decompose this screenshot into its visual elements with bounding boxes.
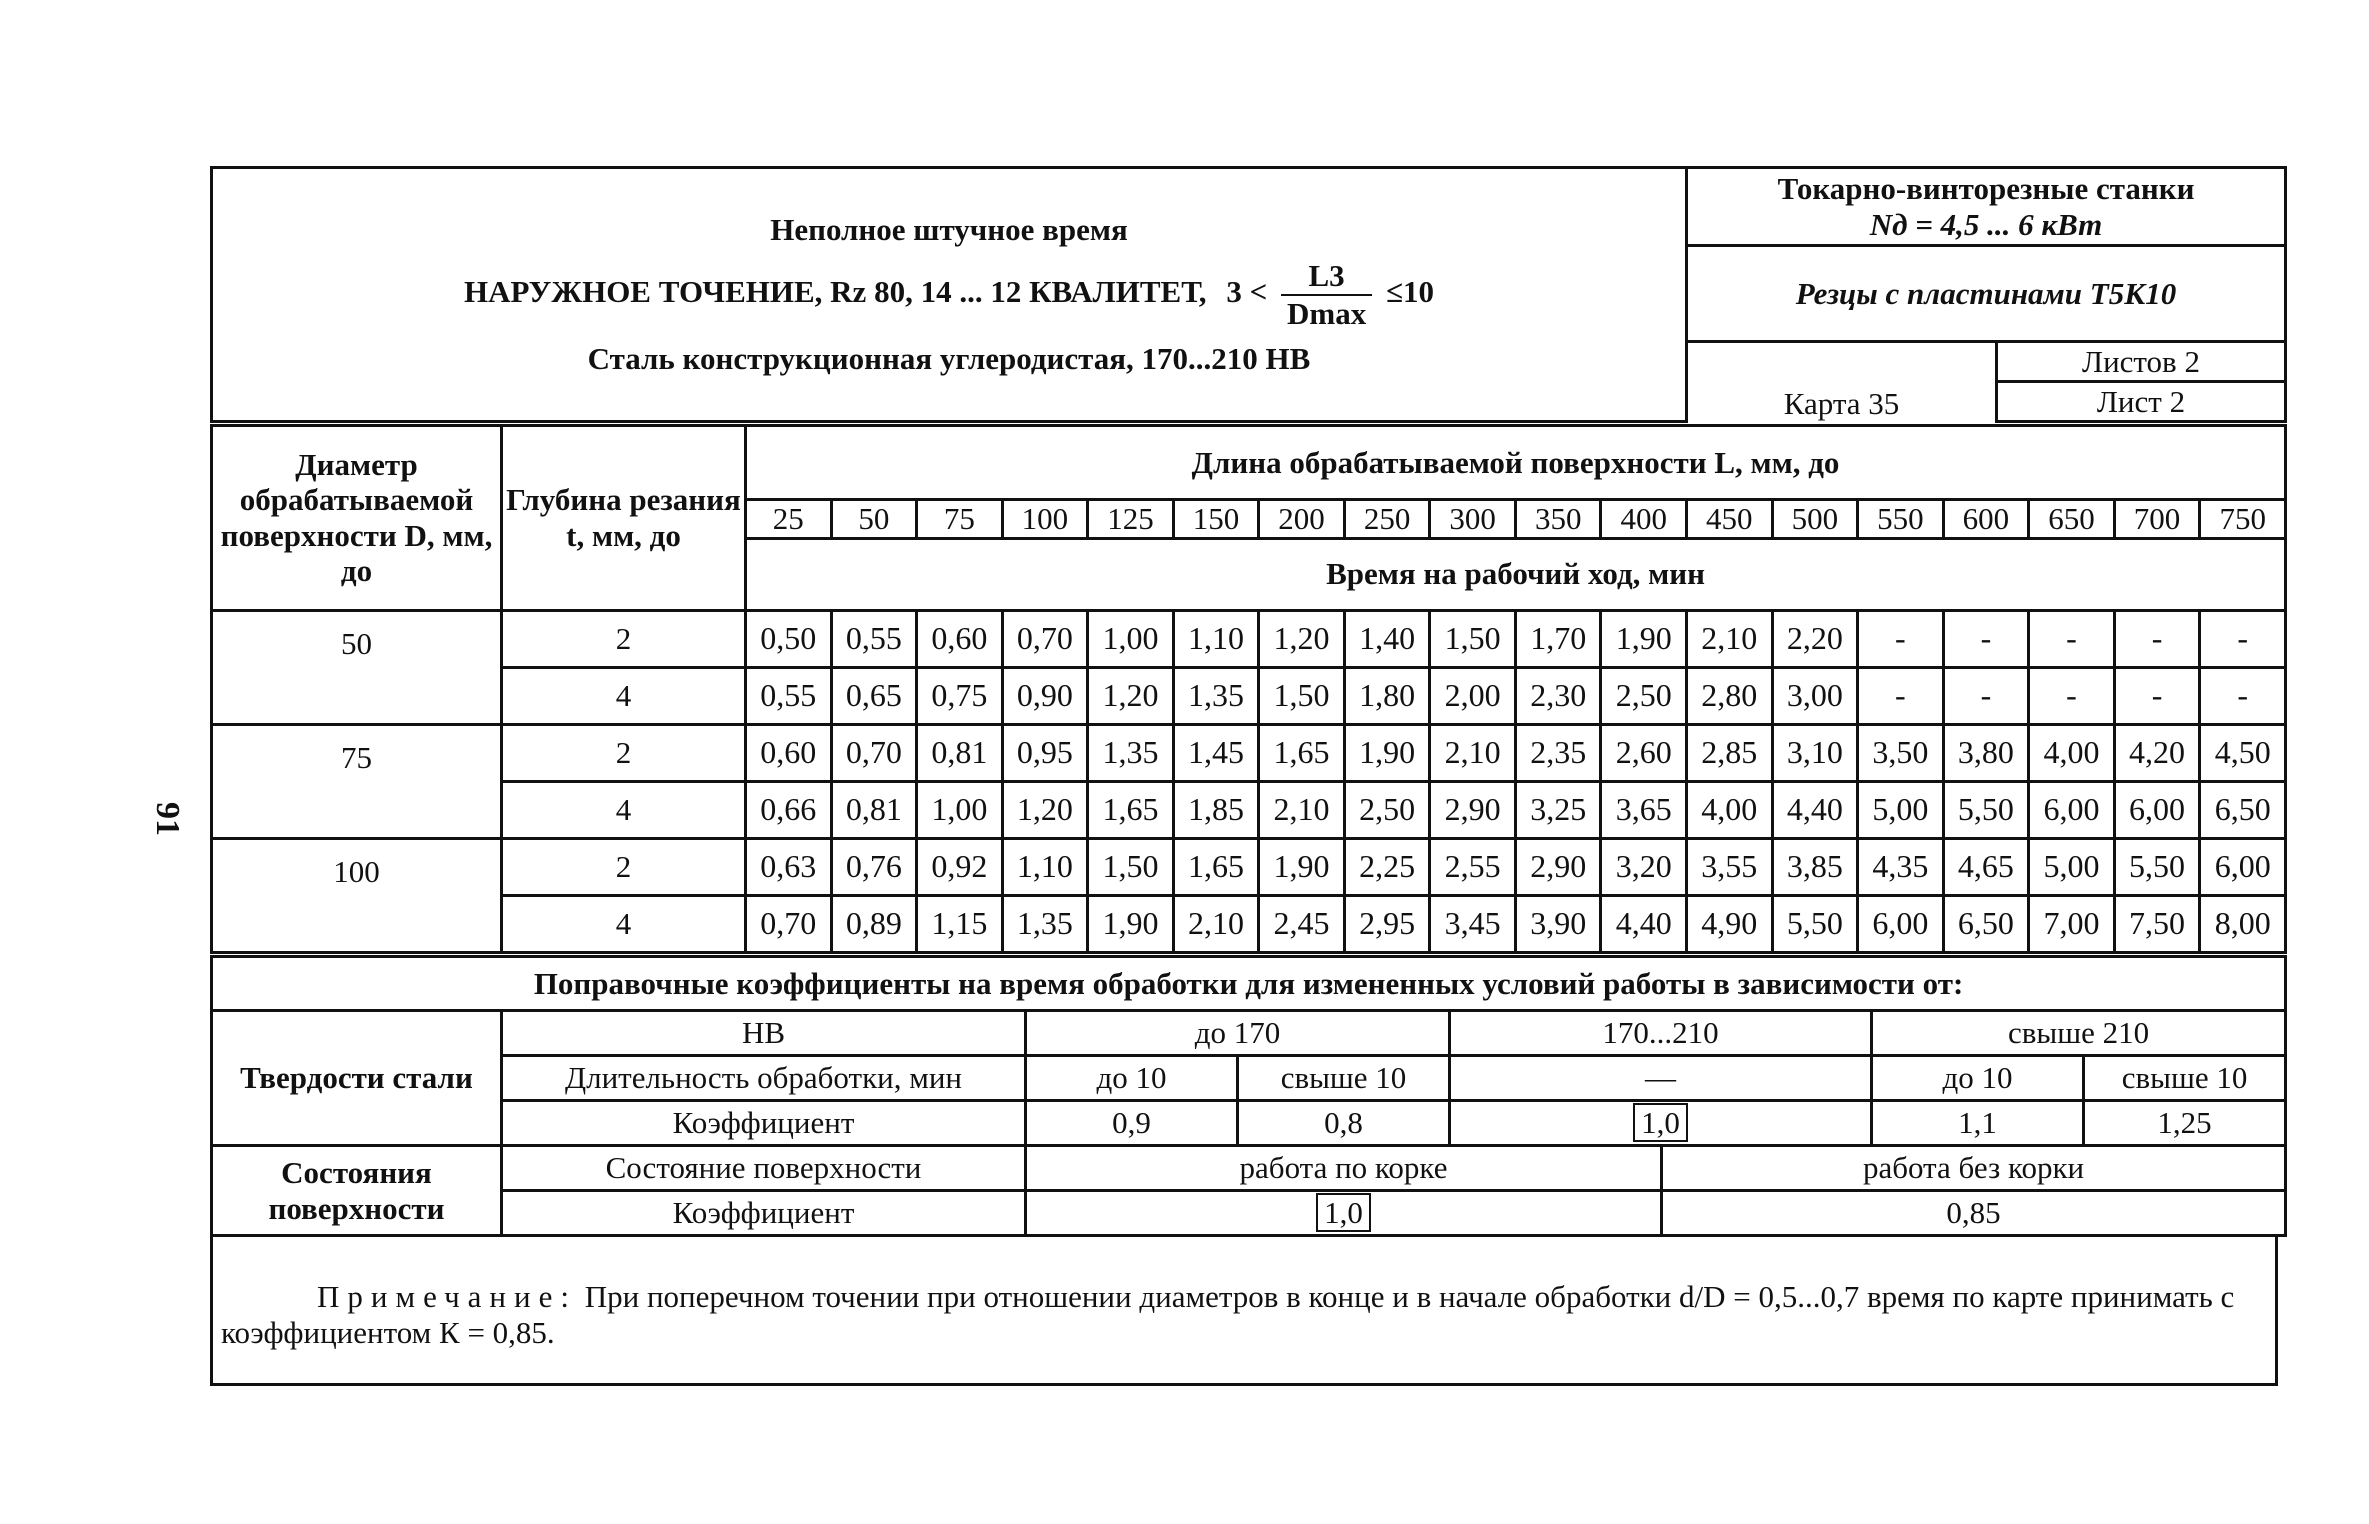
- time-value-cell: 6,50: [1943, 895, 2029, 952]
- time-value-cell: 2,45: [1259, 895, 1345, 952]
- depth-cell: 2: [502, 838, 746, 895]
- diameter-header: Диаметр обрабатываемой поверхности D, мм, до: [212, 426, 502, 611]
- time-value-cell: 6,50: [2200, 781, 2286, 838]
- time-value-cell: -: [2029, 610, 2115, 667]
- time-value-cell: 3,90: [1515, 895, 1601, 952]
- r170-210-dash: —: [1450, 1056, 1872, 1101]
- note-block: [210, 1234, 2278, 1386]
- time-value-cell: 3,85: [1772, 838, 1858, 895]
- time-value-cell: 3,80: [1943, 724, 2029, 781]
- ratio-prefix: 3 <: [1226, 273, 1268, 309]
- table-row: [212, 838, 2286, 895]
- ratio-denominator: Dmax: [1286, 295, 1367, 331]
- time-value-cell: 0,81: [917, 724, 1003, 781]
- time-value-cell: 3,10: [1772, 724, 1858, 781]
- table-row: [212, 667, 2286, 724]
- to170-over10: свыше 10: [1238, 1056, 1450, 1101]
- time-header: Время на рабочий ход, мин: [746, 538, 2286, 610]
- time-value-cell: 7,50: [2114, 895, 2200, 952]
- table-row: [212, 724, 2286, 781]
- time-value-cell: -: [1943, 610, 2029, 667]
- time-value-cell: -: [2114, 667, 2200, 724]
- depth-cell: 2: [502, 610, 746, 667]
- surface-label: Состояния поверхности: [212, 1146, 502, 1236]
- to170-label: до 170: [1026, 1011, 1450, 1056]
- time-value-cell: 0,92: [917, 838, 1003, 895]
- page-number: 91: [149, 802, 186, 836]
- time-value-cell: 2,00: [1430, 667, 1516, 724]
- time-value-cell: 1,65: [1173, 838, 1259, 895]
- corrections-title: Поправочные коэффициенты на время обработки для измененных условий работы в зависимости от:: [212, 957, 2286, 1011]
- time-value-cell: 2,10: [1259, 781, 1345, 838]
- time-value-cell: 3,45: [1430, 895, 1516, 952]
- k-with-crust-value: 1,0: [1316, 1193, 1371, 1232]
- page-title: Неполное штучное время: [770, 212, 1128, 248]
- time-value-cell: 3,65: [1601, 781, 1687, 838]
- length-col-header: 75: [917, 500, 1003, 539]
- time-value-cell: 5,00: [1858, 781, 1944, 838]
- depth-cell: 2: [502, 724, 746, 781]
- time-value-cell: 0,90: [1002, 667, 1088, 724]
- time-value-cell: 1,00: [917, 781, 1003, 838]
- length-col-header: 125: [1088, 500, 1174, 539]
- time-value-cell: 1,85: [1173, 781, 1259, 838]
- surface-state-label: Состояние поверхности: [502, 1146, 1026, 1191]
- k-over210-upto10: 1,1: [1872, 1101, 2084, 1146]
- length-col-header: 200: [1259, 500, 1345, 539]
- diameter-cell: 50: [212, 610, 502, 724]
- ratio-suffix: ≤10: [1385, 273, 1434, 309]
- time-value-cell: -: [1858, 610, 1944, 667]
- length-header: Длина обрабатываемой поверхности L, мм, до: [746, 426, 2286, 500]
- time-value-cell: 1,20: [1088, 667, 1174, 724]
- surface-coef-label: Коэффициент: [502, 1191, 1026, 1236]
- length-col-header: 300: [1430, 500, 1516, 539]
- time-value-cell: 1,20: [1259, 610, 1345, 667]
- header-table: [210, 166, 2287, 423]
- time-value-cell: 5,50: [1772, 895, 1858, 952]
- table-row: [212, 610, 2286, 667]
- time-value-cell: 2,25: [1344, 838, 1430, 895]
- time-value-cell: 0,89: [831, 895, 917, 952]
- time-value-cell: 0,65: [831, 667, 917, 724]
- time-value-cell: 1,50: [1259, 667, 1345, 724]
- time-table: [210, 424, 2287, 954]
- time-value-cell: 2,10: [1173, 895, 1259, 952]
- length-col-header: 500: [1772, 500, 1858, 539]
- time-value-cell: 0,55: [831, 610, 917, 667]
- time-value-cell: 0,95: [1002, 724, 1088, 781]
- time-value-cell: 4,40: [1601, 895, 1687, 952]
- time-value-cell: 1,90: [1344, 724, 1430, 781]
- k-with-crust: [1026, 1191, 1662, 1236]
- table-row: [212, 781, 2286, 838]
- ratio-fraction: [1281, 258, 1372, 331]
- time-value-cell: 6,00: [2114, 781, 2200, 838]
- duration-label: Длительность обработки, мин: [502, 1056, 1026, 1101]
- time-value-cell: 2,20: [1772, 610, 1858, 667]
- length-col-header: 400: [1601, 500, 1687, 539]
- time-value-cell: 6,00: [1858, 895, 1944, 952]
- time-value-cell: 8,00: [2200, 895, 2286, 952]
- time-value-cell: 1,00: [1088, 610, 1174, 667]
- time-value-cell: 0,60: [746, 724, 832, 781]
- diameter-cell: 75: [212, 724, 502, 838]
- time-value-cell: 5,50: [2114, 838, 2200, 895]
- time-value-cell: 2,85: [1687, 724, 1773, 781]
- time-value-cell: 6,00: [2029, 781, 2115, 838]
- time-value-cell: 1,65: [1088, 781, 1174, 838]
- depth-header: Глубина резания t, мм, до: [502, 426, 746, 611]
- time-value-cell: 4,35: [1858, 838, 1944, 895]
- time-value-cell: 1,15: [917, 895, 1003, 952]
- corrections-table: [210, 955, 2287, 1237]
- time-value-cell: 2,35: [1515, 724, 1601, 781]
- depth-cell: 4: [502, 667, 746, 724]
- time-value-cell: 1,40: [1344, 610, 1430, 667]
- time-value-cell: 0,81: [831, 781, 917, 838]
- time-value-cell: 0,63: [746, 838, 832, 895]
- k-to170-over10: 0,8: [1238, 1101, 1450, 1146]
- time-value-cell: 1,80: [1344, 667, 1430, 724]
- diameter-cell: 100: [212, 838, 502, 952]
- time-value-cell: 4,00: [2029, 724, 2115, 781]
- time-value-cell: 0,70: [746, 895, 832, 952]
- length-col-header: 150: [1173, 500, 1259, 539]
- time-value-cell: 1,10: [1173, 610, 1259, 667]
- time-value-cell: -: [2114, 610, 2200, 667]
- time-value-cell: 0,75: [917, 667, 1003, 724]
- time-value-cell: 1,35: [1002, 895, 1088, 952]
- time-value-cell: 2,90: [1430, 781, 1516, 838]
- material-line: Сталь конструкционная углеродистая, 170...210 НВ: [587, 341, 1311, 377]
- coef-label: Коэффициент: [502, 1101, 1026, 1146]
- length-col-header: 550: [1858, 500, 1944, 539]
- time-value-cell: 1,65: [1259, 724, 1345, 781]
- time-value-cell: 1,90: [1088, 895, 1174, 952]
- time-value-cell: 1,20: [1002, 781, 1088, 838]
- time-value-cell: 3,50: [1858, 724, 1944, 781]
- depth-cell: 4: [502, 781, 746, 838]
- time-value-cell: 2,30: [1515, 667, 1601, 724]
- time-value-cell: 2,50: [1601, 667, 1687, 724]
- time-value-cell: 4,65: [1943, 838, 2029, 895]
- to170-upto10: до 10: [1026, 1056, 1238, 1101]
- table-row: [212, 895, 2286, 952]
- time-value-cell: 1,10: [1002, 838, 1088, 895]
- machine-power: Nд = 4,5 ... 6 кВт: [1869, 206, 2103, 242]
- time-value-cell: 4,00: [1687, 781, 1773, 838]
- time-value-cell: 0,66: [746, 781, 832, 838]
- time-value-cell: 3,00: [1772, 667, 1858, 724]
- time-value-cell: 1,35: [1088, 724, 1174, 781]
- without-crust-label: работа без корки: [1662, 1146, 2286, 1191]
- time-value-cell: 7,00: [2029, 895, 2115, 952]
- time-value-cell: 4,20: [2114, 724, 2200, 781]
- time-value-cell: 5,50: [1943, 781, 2029, 838]
- time-value-cell: -: [2029, 667, 2115, 724]
- time-value-cell: 1,45: [1173, 724, 1259, 781]
- over210-label: свыше 210: [1872, 1011, 2286, 1056]
- time-value-cell: 3,55: [1687, 838, 1773, 895]
- k-over210-over10: 1,25: [2084, 1101, 2286, 1146]
- time-value-cell: 0,50: [746, 610, 832, 667]
- k-to170-upto10: 0,9: [1026, 1101, 1238, 1146]
- length-col-header: 100: [1002, 500, 1088, 539]
- length-col-header: 600: [1943, 500, 2029, 539]
- operation-line: [213, 258, 1685, 331]
- time-value-cell: 0,70: [1002, 610, 1088, 667]
- time-value-cell: -: [2200, 667, 2286, 724]
- time-value-cell: 1,50: [1430, 610, 1516, 667]
- time-value-cell: 2,60: [1601, 724, 1687, 781]
- time-value-cell: 2,10: [1687, 610, 1773, 667]
- hardness-label: Твердости стали: [212, 1011, 502, 1146]
- time-value-cell: -: [1943, 667, 2029, 724]
- time-value-cell: 1,35: [1173, 667, 1259, 724]
- time-value-cell: 2,50: [1344, 781, 1430, 838]
- sheets-total-cell: Листов 2: [1997, 342, 2286, 382]
- length-col-header: 25: [746, 500, 832, 539]
- time-value-cell: -: [1858, 667, 1944, 724]
- k-without-crust: 0,85: [1662, 1191, 2286, 1236]
- r170-210-label: 170...210: [1450, 1011, 1872, 1056]
- time-value-cell: 2,55: [1430, 838, 1516, 895]
- time-value-cell: 4,40: [1772, 781, 1858, 838]
- time-value-cell: 5,00: [2029, 838, 2115, 895]
- with-crust-label: работа по корке: [1026, 1146, 1662, 1191]
- time-value-cell: 0,55: [746, 667, 832, 724]
- time-value-cell: 4,50: [2200, 724, 2286, 781]
- time-value-cell: 2,10: [1430, 724, 1516, 781]
- tool-cell: Резцы с пластинами Т5К10: [1687, 246, 2286, 342]
- length-col-header: 450: [1687, 500, 1773, 539]
- length-col-header: 700: [2114, 500, 2200, 539]
- time-value-cell: 0,76: [831, 838, 917, 895]
- time-value-cell: 1,90: [1259, 838, 1345, 895]
- length-col-header: 350: [1515, 500, 1601, 539]
- card-cell: Карта 35: [1687, 342, 1997, 422]
- time-value-cell: 1,70: [1515, 610, 1601, 667]
- header-title-block: [212, 168, 1687, 422]
- time-value-cell: -: [2200, 610, 2286, 667]
- machine-cell: [1687, 168, 2286, 246]
- ratio-numerator: L3: [1281, 258, 1372, 296]
- note-text: При поперечном точении при отношении диаметров в конце и в начале обработки d/D = 0,5...0,7 время по карте принимать с коэффициентом К = 0,85.: [221, 1279, 2235, 1350]
- length-col-header: 650: [2029, 500, 2115, 539]
- time-value-cell: 0,60: [917, 610, 1003, 667]
- time-value-cell: 6,00: [2200, 838, 2286, 895]
- depth-cell: 4: [502, 895, 746, 952]
- k-170-210: [1450, 1101, 1872, 1146]
- time-value-cell: 2,90: [1515, 838, 1601, 895]
- time-value-cell: 1,50: [1088, 838, 1174, 895]
- k-170-210-value: 1,0: [1633, 1103, 1688, 1142]
- time-value-cell: 0,70: [831, 724, 917, 781]
- hb-label: НВ: [502, 1011, 1026, 1056]
- time-value-cell: 2,95: [1344, 895, 1430, 952]
- sheet-cell: Лист 2: [1997, 382, 2286, 422]
- time-value-cell: 2,80: [1687, 667, 1773, 724]
- over210-upto10: до 10: [1872, 1056, 2084, 1101]
- operation-text: НАРУЖНОЕ ТОЧЕНИЕ, Rz 80, 14 ... 12 КВАЛИТЕТ,: [464, 273, 1207, 309]
- note-label: Примечание:: [317, 1279, 577, 1314]
- time-value-cell: 4,90: [1687, 895, 1773, 952]
- length-col-header: 250: [1344, 500, 1430, 539]
- time-value-cell: 1,90: [1601, 610, 1687, 667]
- time-value-cell: 3,25: [1515, 781, 1601, 838]
- time-value-cell: 3,20: [1601, 838, 1687, 895]
- machine-name: Токарно-винторезные станки: [1777, 170, 2195, 206]
- length-col-header: 50: [831, 500, 917, 539]
- over210-over10: свыше 10: [2084, 1056, 2286, 1101]
- length-col-header: 750: [2200, 500, 2286, 539]
